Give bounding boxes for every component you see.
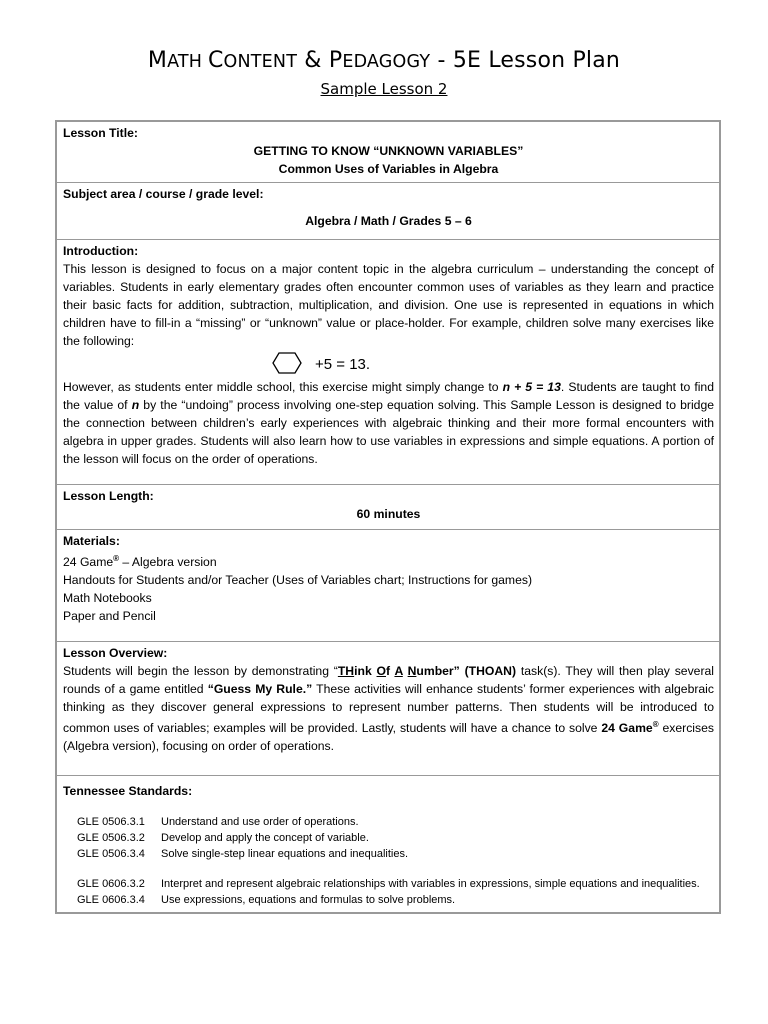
text-run: exercises (Algebra version), focusing on order of operations. (63, 721, 714, 754)
text-run: O (376, 664, 387, 679)
standard-code: GLE 0606.3.4 (77, 894, 145, 907)
title-part: ONTENT (223, 52, 298, 72)
standard-item (77, 892, 714, 908)
text-run: Students will begin the lesson by demonstrating “ (63, 664, 338, 679)
materials-item: Handouts for Students and/or Teacher (Uses of Variables chart; Instructions for games) (63, 573, 532, 588)
materials-row (56, 530, 720, 642)
overview-label: Lesson Overview: (63, 646, 168, 661)
introduction-label: Introduction: (63, 244, 139, 258)
lesson-title-sub: Common Uses of Variables in Algebra (278, 162, 499, 176)
spacer (63, 862, 714, 876)
text-run: umber” (THOAN) (416, 664, 517, 679)
subject-value: Algebra / Math / Grades 5 – 6 (305, 214, 472, 228)
introduction-para-1: This lesson is designed to focus on a major content topic in the algebra curriculum – understanding the concept of variables. Students in early elementary grades often encounter common uses of variables as they learn and practice their basic facts for addition, subtraction, multiplication, and division. One use is represented in equations in which children have to fill-in a “missing” or “unknown” value or place-holder. For example, children solve many exercises like the following: (63, 262, 714, 348)
length-label: Lesson Length: (63, 489, 154, 503)
overview-row (56, 642, 720, 776)
lesson-title-main: GETTING TO KNOW “UNKNOWN VARIABLES” (253, 144, 524, 158)
title-part: EDAGOGY (342, 52, 431, 72)
title-part: P (328, 48, 343, 73)
length-value: 60 minutes (356, 507, 421, 521)
registered-mark: ® (652, 720, 659, 730)
standard-text: Interpret and represent algebraic relationships with variables in expressions, simple equations and inequalities. (161, 878, 700, 891)
text-run: – Algebra version (119, 555, 217, 570)
text-run: 24 Game (63, 555, 114, 570)
equation-inline: n + 5 = 13 (502, 380, 561, 394)
subject-row (56, 183, 720, 240)
text-run: These activities will enhance students’ former experiences with algebraic thinking as they discover general expressions to represent number patterns. Then students will be introduced to common uses of variables; examples will be provided. Lastly, students will have a chance to solve (63, 682, 714, 736)
standard-item (77, 830, 714, 846)
title-part: - 5E Lesson Plan (430, 48, 621, 73)
materials-item (63, 550, 714, 571)
lesson-title-label: Lesson Title: (63, 126, 138, 140)
length-row (56, 485, 720, 530)
materials-cell (56, 530, 720, 642)
overview-text (63, 662, 714, 755)
standard-item (77, 876, 714, 892)
standard-code: GLE 0506.3.2 (77, 832, 145, 845)
text-run: However, as students enter middle school, this exercise might simply change to (63, 380, 503, 394)
standard-item (77, 814, 714, 830)
standard-text: Understand and use order of operations. (161, 816, 359, 829)
title-part: ATH (167, 52, 208, 72)
subject-cell (56, 183, 720, 240)
overview-cell (56, 642, 720, 776)
text-run: A (394, 664, 403, 679)
game-name: 24 Game (601, 721, 653, 736)
standards-row (56, 776, 720, 914)
introduction-cell (56, 240, 720, 485)
standards-label: Tennessee Standards: (63, 784, 193, 799)
standard-code: GLE 0606.3.2 (77, 878, 145, 891)
text-run: N (407, 664, 417, 679)
length-cell (56, 485, 720, 530)
thoan-term (338, 664, 516, 678)
variable-n: n (131, 398, 140, 412)
lesson-title-row (56, 121, 720, 183)
game-name: “Guess My Rule.” (207, 682, 313, 697)
equation-text: +5 = 13. (315, 356, 371, 373)
text-run: ink (354, 664, 377, 679)
standard-code: GLE 0506.3.4 (77, 848, 145, 861)
lesson-plan-table (55, 120, 721, 914)
text-run: f (386, 664, 395, 679)
title-part: C (207, 48, 224, 73)
document-subtitle: Sample Lesson 2 (320, 80, 448, 98)
title-part: & (297, 48, 329, 73)
standard-item (77, 846, 714, 862)
document-title (0, 48, 768, 73)
materials-label: Materials: (63, 534, 120, 548)
standard-text: Solve single-step linear equations and inequalities. (161, 848, 409, 861)
equation-line (63, 350, 714, 378)
title-part: M (147, 48, 168, 73)
introduction-row (56, 240, 720, 485)
text-run: TH (337, 664, 355, 679)
materials-item: Math Notebooks (63, 591, 152, 606)
text-run: by the “undoing” process involving one-step equation solving. This Sample Lesson is designed to bridge the connection between children’s early experiences with algebraic thinking and their more formal encounters with algebra in upper grades. Students will also learn how to use variables in expressions and simple equations. A portion of the lesson will focus on the order of operations. (63, 398, 714, 466)
standard-text: Develop and apply the concept of variable. (161, 832, 369, 845)
standard-code: GLE 0506.3.1 (77, 816, 145, 829)
text-run: . Students are taught to find the value of (63, 380, 714, 412)
text-run: task(s). They will then play several rounds of a game entitled (63, 664, 714, 697)
standards-cell (56, 776, 720, 914)
registered-mark: ® (113, 554, 120, 563)
standard-text: Use expressions, equations and formulas to solve problems. (161, 894, 456, 907)
hexagon-icon (272, 352, 302, 374)
materials-item: Paper and Pencil (63, 609, 156, 624)
introduction-para-2 (63, 378, 714, 468)
subject-label: Subject area / course / grade level: (63, 187, 264, 201)
lesson-title-cell (56, 121, 720, 183)
